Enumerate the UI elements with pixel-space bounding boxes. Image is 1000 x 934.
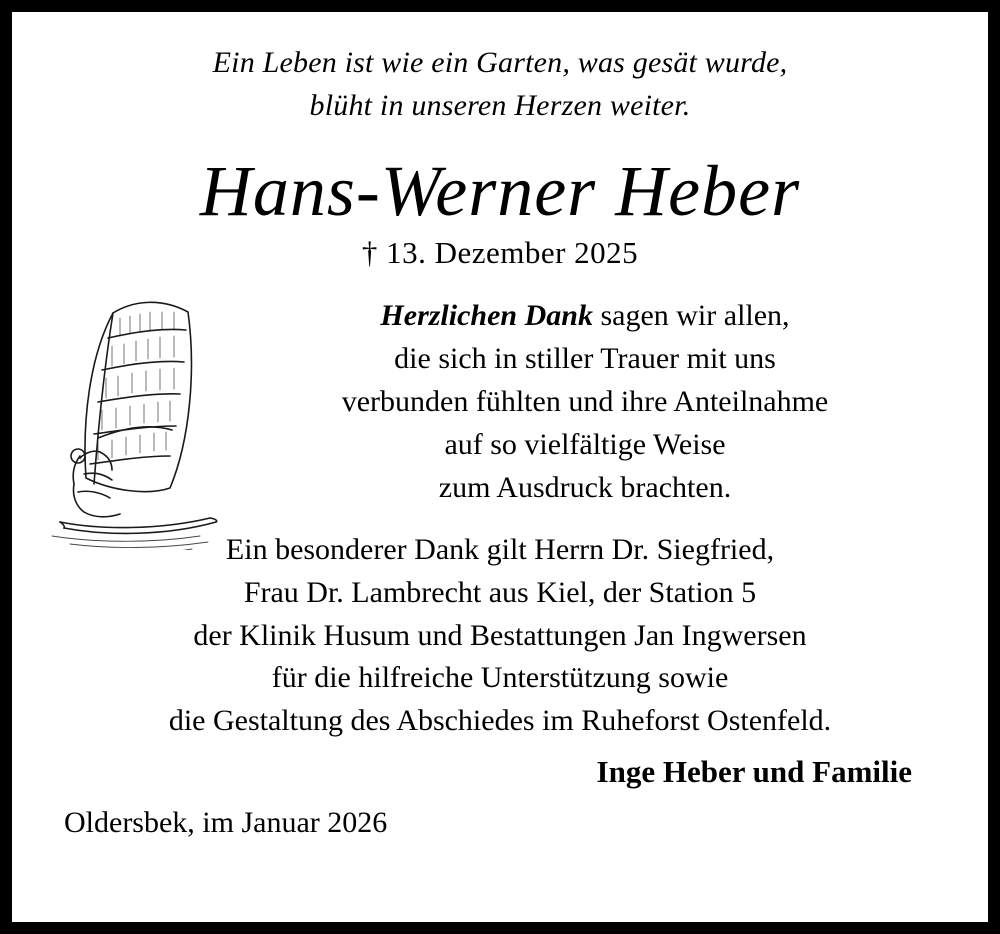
notice-frame: [10, 10, 990, 924]
special-thanks-line-4: für die hilfreiche Unterstützung sowie: [271, 661, 729, 695]
thanks-line-3: verbunden fühlten und ihre Anteilnahme: [341, 384, 829, 418]
special-thanks-block: [46, 529, 954, 742]
thanks-line-5: zum Ausdruck brachten.: [438, 470, 732, 504]
special-thanks-line-2: Frau Dr. Lambrecht aus Kiel, der Station 5: [243, 575, 757, 609]
deceased-name: Hans-Werner Heber: [199, 151, 801, 232]
death-date: † 13. Dezember 2025: [361, 234, 639, 270]
thanks-lead: Herzlichen Dank: [380, 298, 593, 332]
thanks-line-1-rest: sagen wir allen,: [592, 298, 790, 332]
thanks-line-1: [216, 295, 954, 338]
signature: Inge Heber und Familie: [596, 754, 912, 790]
special-thanks-line-1: Ein besonderer Dank gilt Herrn Dr. Siegfried,: [225, 533, 775, 567]
place-and-date: Oldersbek, im Januar 2026: [64, 806, 388, 840]
special-thanks-line-3: der Klinik Husum und Bestattungen Jan Ingwersen: [193, 618, 807, 652]
epitaph-line-2: blüht in unseren Herzen weiter.: [309, 88, 691, 122]
windsurfer-illustration: [50, 260, 260, 550]
epitaph-line-1: Ein Leben ist wie ein Garten, was gesät wurde,: [212, 46, 788, 79]
epitaph: [46, 42, 954, 127]
special-thanks-line-5: die Gestaltung des Abschiedes im Ruheforst Ostenfeld.: [168, 703, 832, 737]
thanks-line-2: die sich in stiller Trauer mit uns: [394, 341, 776, 375]
thanks-line-4: auf so vielfältige Weise: [444, 427, 726, 461]
